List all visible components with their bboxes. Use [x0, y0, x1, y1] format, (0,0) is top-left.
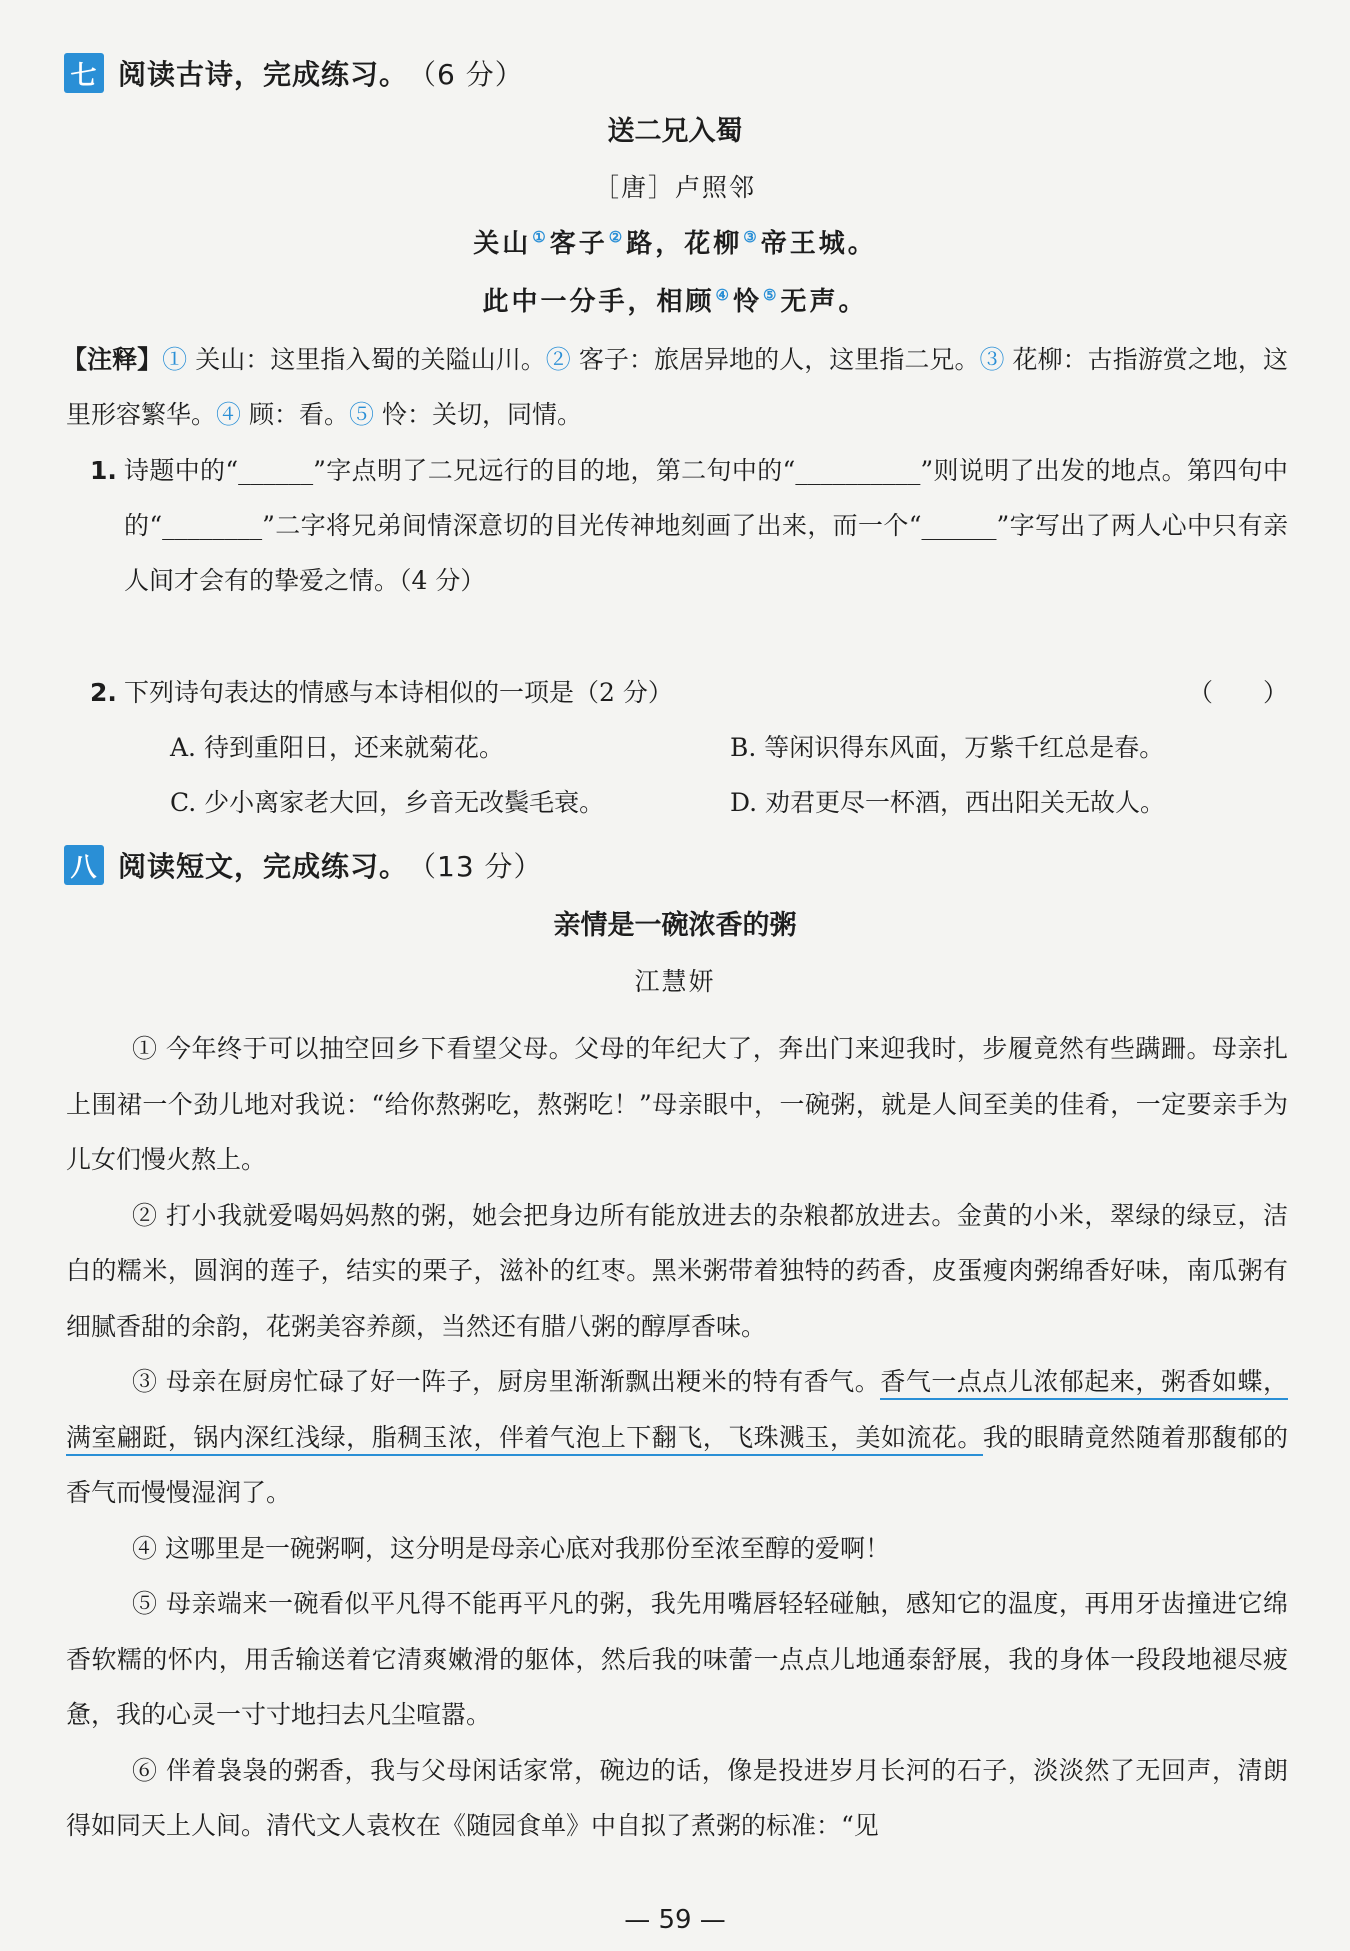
article-title: 亲情是一碗浓香的粥	[553, 910, 797, 941]
paragraph-3-end: 我的眼睛竟然随着那馥郁的香气而慢慢湿润了。	[66, 1422, 1288, 1507]
paragraph-2: ② 打小我就爱喝妈妈熬的粥，她会把身边所有能放进去的杂粮都放进去。金黄的小米，翠绿的绿豆，洁白的糯米，圆润的莲子，结实的栗子，滋补的红枣。黑米粥带着独特的药香，皮蛋瘦肉粥绵香好味，南瓜粥有细腻香甜的余韵，花粥美容养颜，当然还有腊八粥的醇厚香味。	[66, 1200, 1288, 1341]
note-num-2: ②	[545, 345, 571, 374]
question-1-number: 1.	[90, 456, 117, 485]
section7-heading	[64, 52, 524, 94]
question-1-text: 诗题中的“______”字点明了二兄远行的目的地，第二句中的“__________”则说明了出发的地点。第四句中的“________”二字将兄弟间情深意切的目光传神地刻画了出来，而一个“______”字写出了两人心中只有亲人间才会有的挚爱之情。（4 分）	[124, 456, 1288, 595]
options-row-2	[170, 775, 1165, 830]
poem-line-2	[0, 282, 1350, 322]
section8-badge: 八	[64, 845, 104, 885]
poem-line1-c: 路，花柳	[626, 229, 743, 259]
paragraph-3	[66, 1354, 1288, 1521]
note-text-2: 客子：旅居异地的人，这里指二兄。	[570, 345, 980, 374]
answer-paren[interactable]: （ ）	[1187, 678, 1288, 707]
paragraph-5: ⑤ 母亲端来一碗看似平凡得不能再平凡的粥，我先用嘴唇轻轻碰触，感知它的温度，再用牙齿撞进它绵香软糯的怀内，用舌输送着它清爽嫩滑的躯体，然后我的味蕾一点点儿地通泰舒展，我的身体一段段地褪尽疲惫，我的心灵一寸寸地扫去凡尘喧嚣。	[66, 1589, 1288, 1729]
paragraph-4: ④ 这哪里是一碗粥啊，这分明是母亲心底对我那份至浓至醇的爱啊！	[132, 1533, 890, 1563]
question-2-text: 下列诗句表达的情感与本诗相似的一项是（2 分）	[124, 678, 673, 707]
poem-notes	[62, 332, 1288, 442]
paragraph-6: ⑥ 伴着袅袅的粥香，我与父母闲话家常，碗边的话，像是投进岁月长河的石子，淡淡然了无回声，清朗得如同天上人间。清代文人袁枚在《随园食单》中自拟了煮粥的标准：“见	[66, 1755, 1288, 1840]
section7-badge: 七	[64, 53, 104, 93]
note-mark-3: ③	[743, 228, 760, 247]
poem-line-1	[0, 224, 1350, 264]
paragraph-1: ① 今年终于可以抽空回乡下看望父母。父母的年纪大了，奔出门来迎我时，步履竟然有些蹒跚。母亲扎上围裙一个劲儿地对我说：“给你熬粥吃，熬粥吃！”母亲眼中，一碗粥，就是人间至美的佳肴，一定要亲手为儿女们慢火熬上。	[66, 1034, 1288, 1174]
note-text-1: 关山：这里指入蜀的关隘山川。	[187, 345, 546, 374]
note-num-1: ①	[162, 345, 188, 374]
note-num-4: ④	[216, 400, 242, 429]
note-mark-1: ①	[532, 228, 549, 247]
question-1	[90, 443, 1288, 608]
note-text-3: 花柳：古指游赏之地，这里形容繁华。	[66, 345, 1288, 429]
poem-title: 送二兄入蜀	[607, 116, 743, 147]
article-author: 江慧妍	[634, 967, 716, 996]
paragraph-3-start: ③ 母亲在厨房忙碌了好一阵子，厨房里渐渐飘出粳米的特有香气。	[132, 1367, 881, 1396]
poem-line1-b: 客子	[549, 229, 608, 259]
poem-line2-c: 无声。	[780, 287, 868, 317]
poem-line1-d: 帝王城。	[760, 229, 877, 259]
page-number: — 59 —	[624, 1905, 726, 1935]
question-2	[90, 665, 1288, 720]
note-mark-2: ②	[608, 228, 626, 247]
note-mark-5: ⑤	[763, 286, 780, 305]
options-row-1	[170, 720, 1164, 775]
poem-author: ［唐］卢照邻	[593, 173, 756, 202]
question-2-number: 2.	[90, 678, 117, 707]
note-label: 【注释】	[62, 345, 163, 374]
poem-line1-a: 关山	[473, 229, 532, 259]
option-d[interactable]: D. 劝君更尽一杯酒，西出阳关无故人。	[730, 788, 1166, 817]
section8-heading	[64, 844, 543, 886]
section8-score: （13 分）	[408, 850, 543, 883]
option-a[interactable]: A. 待到重阳日，还来就菊花。	[170, 733, 504, 762]
poem-line2-b: 怜	[732, 287, 762, 317]
note-mark-4: ④	[715, 286, 732, 305]
poem-line2-a: 此中一分手，相顾	[482, 287, 715, 317]
note-text-5: 怜：关切，同情。	[374, 400, 582, 429]
option-b[interactable]: B. 等闲识得东风面，万紫千红总是春。	[730, 733, 1165, 762]
option-c[interactable]: C. 少小离家老大回，乡音无改鬓毛衰。	[170, 788, 605, 817]
underlined-sentence: 香气一点点儿浓郁起来，粥香如蝶，满室翩跹，锅内深红浅绿，脂稠玉浓，伴着气泡上下翻飞，飞珠溅玉，美如流花。	[66, 1367, 1288, 1456]
note-num-5: ⑤	[348, 400, 374, 429]
article-body	[66, 1021, 1288, 1854]
section7-heading-text: 阅读古诗，完成练习。	[118, 58, 409, 91]
note-text-4: 顾：看。	[241, 400, 349, 429]
note-num-3: ③	[979, 345, 1005, 374]
section8-heading-text: 阅读短文，完成练习。	[118, 850, 409, 883]
section7-score: （6 分）	[408, 58, 524, 91]
